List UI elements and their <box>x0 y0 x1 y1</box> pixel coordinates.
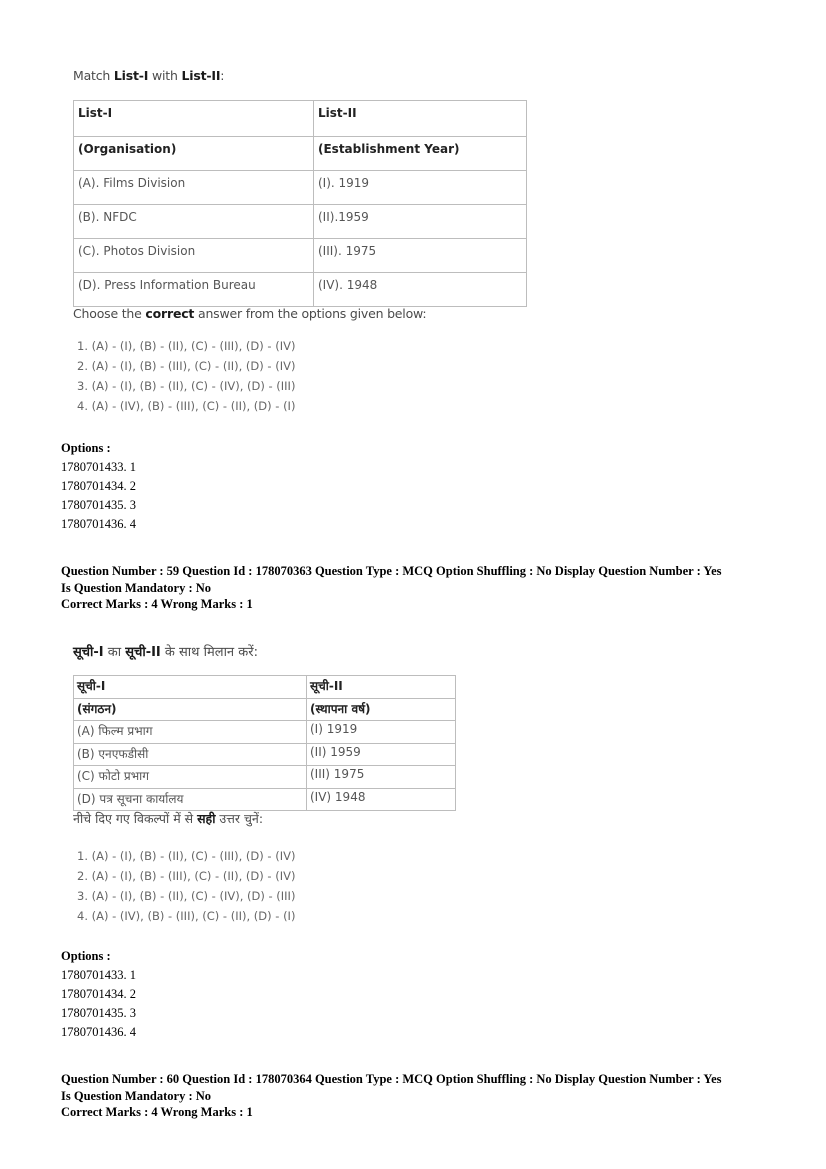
options-label: Options : <box>61 949 111 963</box>
option-item: 1780701433. 1 <box>61 460 136 474</box>
question-59-meta <box>61 563 722 613</box>
choose-instruction <box>73 810 263 827</box>
match-instruction <box>73 68 224 83</box>
question-meta-line: Is Question Mandatory : No <box>61 580 212 595</box>
answer-choice: 1. (A) - (I), (B) - (II), (C) - (III), (D) - (IV) <box>77 849 296 863</box>
options-block <box>61 947 136 1042</box>
option-item: 1780701435. 3 <box>61 498 136 512</box>
table-cell: (II).1959 <box>314 205 527 239</box>
answer-choice: 2. (A) - (I), (B) - (III), (C) - (II), (D) - (IV) <box>77 359 296 373</box>
option-item: 1780701434. 2 <box>61 479 136 493</box>
table-header-cell: List-I <box>74 101 314 137</box>
table-cell: (III) 1975 <box>307 766 456 789</box>
match-table <box>73 100 527 307</box>
table-cell: (C) फोटो प्रभाग <box>74 766 307 789</box>
question-meta-line: Correct Marks : 4 Wrong Marks : 1 <box>61 597 253 611</box>
table-row <box>74 788 456 811</box>
table-cell: (A) फिल्म प्रभाग <box>74 721 307 744</box>
table-row <box>74 205 527 239</box>
table-row <box>74 239 527 273</box>
question-meta-line: Question Number : 60 Question Id : 178070364 Question Type : MCQ Option Shuffling : No Display Question Number : Yes <box>61 1072 722 1086</box>
intro-list2: सूची-II <box>125 645 161 660</box>
question-60-meta <box>61 1071 722 1121</box>
table-header-row <box>74 676 456 699</box>
table-row <box>74 743 456 766</box>
table-cell: (II) 1959 <box>307 743 456 766</box>
option-item: 1780701436. 4 <box>61 517 136 531</box>
choose-text: उत्तर चुनें: <box>215 811 264 826</box>
table-header-row <box>74 101 527 137</box>
options-block <box>61 439 136 534</box>
answer-choice: 4. (A) - (IV), (B) - (III), (C) - (II), (D) - (I) <box>77 399 296 413</box>
table-subheader-row <box>74 698 456 721</box>
intro-text: का <box>103 645 126 660</box>
answer-choice: 4. (A) - (IV), (B) - (III), (C) - (II), (D) - (I) <box>77 909 296 923</box>
choose-emphasis: सही <box>197 811 216 826</box>
choose-text: answer from the options given below: <box>194 306 427 321</box>
option-item: 1780701433. 1 <box>61 968 136 982</box>
table-row <box>74 273 527 307</box>
table-subheader-row <box>74 137 527 171</box>
table-cell: (I) 1919 <box>307 721 456 744</box>
table-cell: (I). 1919 <box>314 171 527 205</box>
table-subheader-cell: (Establishment Year) <box>314 137 527 171</box>
choose-text: नीचे दिए गए विकल्पों में से <box>73 811 198 826</box>
table-cell: (IV) 1948 <box>307 788 456 811</box>
answer-choices <box>77 846 295 926</box>
intro-text: with <box>148 68 182 83</box>
table-cell: (III). 1975 <box>314 239 527 273</box>
intro-list2: List-II <box>181 68 221 83</box>
table-cell: (A). Films Division <box>74 171 314 205</box>
intro-list1: List-I <box>113 68 149 83</box>
question-58-english-block <box>73 68 460 413</box>
answer-choice: 3. (A) - (I), (B) - (II), (C) - (IV), (D) - (III) <box>77 889 296 903</box>
table-header-cell: List-II <box>314 101 527 137</box>
option-item: 1780701436. 4 <box>61 1025 136 1039</box>
intro-list1: सूची-I <box>73 645 104 660</box>
match-table <box>73 675 456 811</box>
options-label: Options : <box>61 441 111 455</box>
match-instruction <box>73 642 258 660</box>
table-header-cell: सूची-I <box>74 676 307 699</box>
table-cell: (D). Press Information Bureau <box>74 273 314 307</box>
answer-choice: 3. (A) - (I), (B) - (II), (C) - (IV), (D) - (III) <box>77 379 296 393</box>
table-cell: (C). Photos Division <box>74 239 314 273</box>
table-header-cell: सूची-II <box>307 676 456 699</box>
intro-text: Match <box>73 68 114 83</box>
option-item: 1780701434. 2 <box>61 987 136 1001</box>
intro-text: : <box>220 68 225 83</box>
table-subheader-cell: (संगठन) <box>74 698 307 721</box>
table-cell: (IV). 1948 <box>314 273 527 307</box>
question-meta-line: Is Question Mandatory : No <box>61 1088 212 1103</box>
answer-choices <box>77 336 295 416</box>
choose-text: Choose the <box>73 306 146 321</box>
table-cell: (B). NFDC <box>74 205 314 239</box>
option-item: 1780701435. 3 <box>61 1006 136 1020</box>
question-59-hindi-block <box>73 642 371 923</box>
intro-text: के साथ मिलान करें: <box>160 645 258 660</box>
choose-instruction <box>73 306 426 321</box>
table-row <box>74 766 456 789</box>
answer-choice: 2. (A) - (I), (B) - (III), (C) - (II), (D) - (IV) <box>77 869 296 883</box>
table-subheader-cell: (Organisation) <box>74 137 314 171</box>
table-subheader-cell: (स्थापना वर्ष) <box>307 698 456 721</box>
choose-emphasis: correct <box>145 306 195 321</box>
table-row <box>74 721 456 744</box>
table-row <box>74 171 527 205</box>
table-cell: (B) एनएफडीसी <box>74 743 307 766</box>
question-meta-line: Correct Marks : 4 Wrong Marks : 1 <box>61 1105 253 1119</box>
question-meta-line: Question Number : 59 Question Id : 178070363 Question Type : MCQ Option Shuffling : No Display Question Number : Yes <box>61 564 722 578</box>
answer-choice: 1. (A) - (I), (B) - (II), (C) - (III), (D) - (IV) <box>77 339 296 353</box>
table-cell: (D) पत्र सूचना कार्यालय <box>74 788 307 811</box>
